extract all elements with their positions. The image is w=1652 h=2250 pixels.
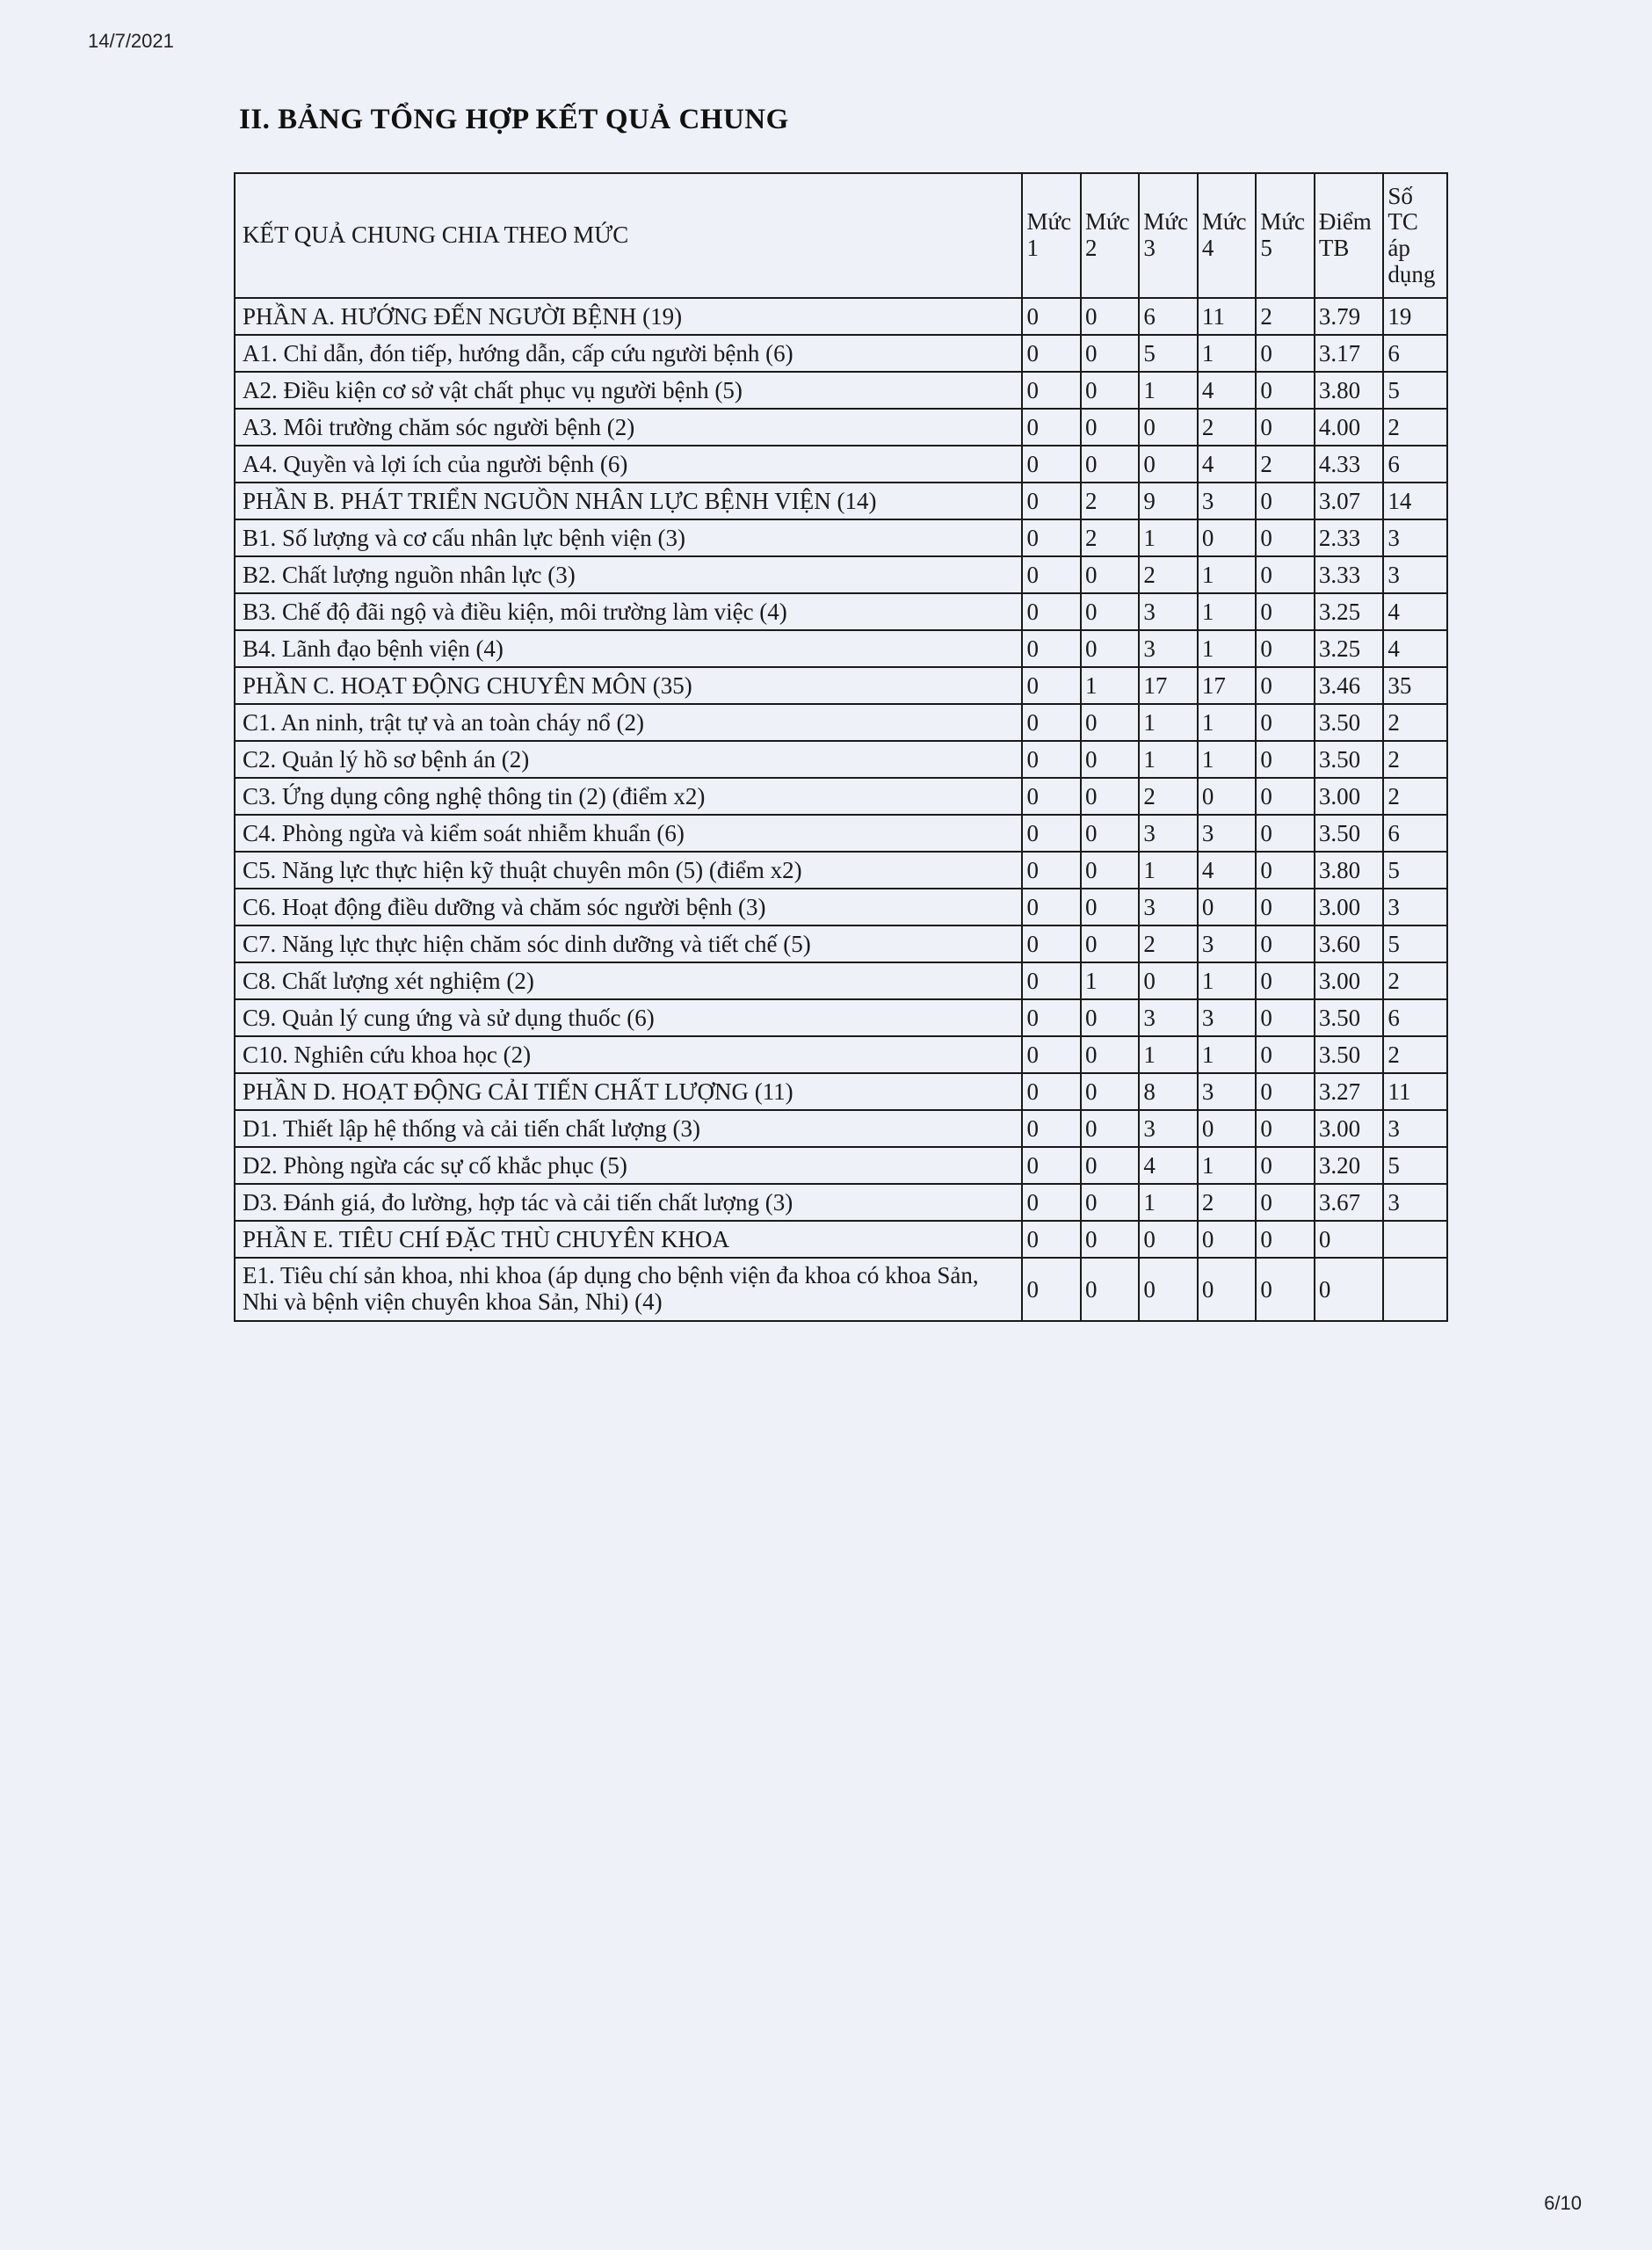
level-2-count: 0 bbox=[1081, 1258, 1139, 1321]
level-3-count: 1 bbox=[1139, 741, 1197, 778]
average-score: 3.25 bbox=[1315, 630, 1384, 667]
level-3-count: 1 bbox=[1139, 1184, 1197, 1221]
level-5-count: 0 bbox=[1256, 741, 1314, 778]
level-3-count: 3 bbox=[1139, 630, 1197, 667]
section-title: II. BẢNG TỔNG HỢP KẾT QUẢ CHUNG bbox=[239, 104, 789, 135]
row-label: E1. Tiêu chí sản khoa, nhi khoa (áp dụng cho bệnh viện đa khoa có khoa Sản, Nhi và bệnh viện chuyên khoa Sản, Nhi) (4) bbox=[235, 1258, 1022, 1321]
row-label: A2. Điều kiện cơ sở vật chất phục vụ người bệnh (5) bbox=[235, 372, 1022, 409]
level-4-count: 3 bbox=[1198, 815, 1256, 852]
average-score: 2.33 bbox=[1315, 519, 1384, 556]
header-level-1: Mức 1 bbox=[1022, 173, 1080, 298]
level-1-count: 0 bbox=[1022, 778, 1080, 815]
criteria-count: 6 bbox=[1383, 446, 1447, 483]
level-5-count: 2 bbox=[1256, 446, 1314, 483]
average-score: 3.60 bbox=[1315, 925, 1384, 962]
header-criteria-count: Số TC áp dụng bbox=[1383, 173, 1447, 298]
criteria-count: 2 bbox=[1383, 1036, 1447, 1073]
table-row bbox=[235, 999, 1447, 1036]
level-5-count: 0 bbox=[1256, 556, 1314, 593]
page-number: 6/10 bbox=[1544, 2192, 1582, 2214]
table-row bbox=[235, 1073, 1447, 1110]
level-1-count: 0 bbox=[1022, 1221, 1080, 1258]
row-label: PHẦN C. HOẠT ĐỘNG CHUYÊN MÔN (35) bbox=[235, 667, 1022, 704]
level-1-count: 0 bbox=[1022, 1036, 1080, 1073]
level-5-count: 0 bbox=[1256, 999, 1314, 1036]
level-2-count: 0 bbox=[1081, 1221, 1139, 1258]
header-level-2: Mức 2 bbox=[1081, 173, 1139, 298]
level-4-count: 1 bbox=[1198, 1036, 1256, 1073]
row-label: PHẦN A. HƯỚNG ĐẾN NGƯỜI BỆNH (19) bbox=[235, 298, 1022, 335]
row-label: A3. Môi trường chăm sóc người bệnh (2) bbox=[235, 409, 1022, 446]
table-row bbox=[235, 1110, 1447, 1147]
average-score: 3.67 bbox=[1315, 1184, 1384, 1221]
level-2-count: 0 bbox=[1081, 593, 1139, 630]
level-1-count: 0 bbox=[1022, 667, 1080, 704]
level-5-count: 0 bbox=[1256, 889, 1314, 925]
table-row bbox=[235, 667, 1447, 704]
average-score: 3.00 bbox=[1315, 1110, 1384, 1147]
level-1-count: 0 bbox=[1022, 519, 1080, 556]
level-1-count: 0 bbox=[1022, 1184, 1080, 1221]
level-3-count: 0 bbox=[1139, 1258, 1197, 1321]
results-table bbox=[234, 172, 1448, 1322]
level-5-count: 0 bbox=[1256, 483, 1314, 519]
table-row bbox=[235, 335, 1447, 372]
row-label: PHẦN E. TIÊU CHÍ ĐẶC THÙ CHUYÊN KHOA bbox=[235, 1221, 1022, 1258]
level-5-count: 0 bbox=[1256, 372, 1314, 409]
level-2-count: 0 bbox=[1081, 1147, 1139, 1184]
level-3-count: 3 bbox=[1139, 593, 1197, 630]
average-score: 0 bbox=[1315, 1258, 1384, 1321]
table-row bbox=[235, 889, 1447, 925]
table-row bbox=[235, 446, 1447, 483]
average-score: 3.33 bbox=[1315, 556, 1384, 593]
table-row bbox=[235, 962, 1447, 999]
table-row bbox=[235, 298, 1447, 335]
level-5-count: 0 bbox=[1256, 1147, 1314, 1184]
level-5-count: 0 bbox=[1256, 962, 1314, 999]
level-5-count: 0 bbox=[1256, 1073, 1314, 1110]
table-row bbox=[235, 1221, 1447, 1258]
level-4-count: 3 bbox=[1198, 1073, 1256, 1110]
row-label: PHẦN D. HOẠT ĐỘNG CẢI TIẾN CHẤT LƯỢNG (11) bbox=[235, 1073, 1022, 1110]
level-1-count: 0 bbox=[1022, 999, 1080, 1036]
average-score: 3.50 bbox=[1315, 999, 1384, 1036]
row-label: C10. Nghiên cứu khoa học (2) bbox=[235, 1036, 1022, 1073]
average-score: 3.27 bbox=[1315, 1073, 1384, 1110]
average-score: 4.00 bbox=[1315, 409, 1384, 446]
level-3-count: 5 bbox=[1139, 335, 1197, 372]
criteria-count: 19 bbox=[1383, 298, 1447, 335]
level-1-count: 0 bbox=[1022, 372, 1080, 409]
criteria-count: 3 bbox=[1383, 1184, 1447, 1221]
level-1-count: 0 bbox=[1022, 298, 1080, 335]
table-row bbox=[235, 630, 1447, 667]
level-3-count: 4 bbox=[1139, 1147, 1197, 1184]
level-3-count: 6 bbox=[1139, 298, 1197, 335]
criteria-count: 3 bbox=[1383, 519, 1447, 556]
row-label: C8. Chất lượng xét nghiệm (2) bbox=[235, 962, 1022, 999]
row-label: B2. Chất lượng nguồn nhân lực (3) bbox=[235, 556, 1022, 593]
table-row bbox=[235, 556, 1447, 593]
level-2-count: 0 bbox=[1081, 1073, 1139, 1110]
level-5-count: 0 bbox=[1256, 1036, 1314, 1073]
level-4-count: 0 bbox=[1198, 519, 1256, 556]
level-3-count: 9 bbox=[1139, 483, 1197, 519]
level-2-count: 0 bbox=[1081, 556, 1139, 593]
level-1-count: 0 bbox=[1022, 1147, 1080, 1184]
level-2-count: 0 bbox=[1081, 852, 1139, 889]
criteria-count bbox=[1383, 1258, 1447, 1321]
level-2-count: 0 bbox=[1081, 630, 1139, 667]
average-score: 3.50 bbox=[1315, 1036, 1384, 1073]
average-score: 3.25 bbox=[1315, 593, 1384, 630]
level-5-count: 0 bbox=[1256, 704, 1314, 741]
level-5-count: 0 bbox=[1256, 593, 1314, 630]
level-3-count: 2 bbox=[1139, 925, 1197, 962]
level-2-count: 0 bbox=[1081, 1110, 1139, 1147]
average-score: 3.50 bbox=[1315, 815, 1384, 852]
level-2-count: 2 bbox=[1081, 519, 1139, 556]
table-row bbox=[235, 741, 1447, 778]
level-4-count: 1 bbox=[1198, 741, 1256, 778]
level-3-count: 0 bbox=[1139, 409, 1197, 446]
level-2-count: 1 bbox=[1081, 962, 1139, 999]
level-5-count: 0 bbox=[1256, 667, 1314, 704]
average-score: 3.20 bbox=[1315, 1147, 1384, 1184]
level-4-count: 1 bbox=[1198, 962, 1256, 999]
table-header-row bbox=[235, 173, 1447, 298]
level-4-count: 3 bbox=[1198, 483, 1256, 519]
level-5-count: 0 bbox=[1256, 1110, 1314, 1147]
level-1-count: 0 bbox=[1022, 815, 1080, 852]
average-score: 3.50 bbox=[1315, 741, 1384, 778]
level-5-count: 0 bbox=[1256, 852, 1314, 889]
table-row bbox=[235, 593, 1447, 630]
level-1-count: 0 bbox=[1022, 446, 1080, 483]
level-1-count: 0 bbox=[1022, 483, 1080, 519]
level-4-count: 0 bbox=[1198, 778, 1256, 815]
level-2-count: 0 bbox=[1081, 704, 1139, 741]
criteria-count bbox=[1383, 1221, 1447, 1258]
level-2-count: 0 bbox=[1081, 1184, 1139, 1221]
criteria-count: 14 bbox=[1383, 483, 1447, 519]
average-score: 3.00 bbox=[1315, 962, 1384, 999]
level-3-count: 0 bbox=[1139, 1221, 1197, 1258]
level-4-count: 1 bbox=[1198, 704, 1256, 741]
level-4-count: 1 bbox=[1198, 335, 1256, 372]
level-1-count: 0 bbox=[1022, 409, 1080, 446]
header-level-4: Mức 4 bbox=[1198, 173, 1256, 298]
level-1-count: 0 bbox=[1022, 741, 1080, 778]
table-row bbox=[235, 925, 1447, 962]
table-row bbox=[235, 519, 1447, 556]
average-score: 4.33 bbox=[1315, 446, 1384, 483]
level-2-count: 0 bbox=[1081, 778, 1139, 815]
criteria-count: 5 bbox=[1383, 1147, 1447, 1184]
average-score: 3.80 bbox=[1315, 372, 1384, 409]
table-row bbox=[235, 1147, 1447, 1184]
criteria-count: 3 bbox=[1383, 556, 1447, 593]
level-2-count: 2 bbox=[1081, 483, 1139, 519]
level-5-count: 0 bbox=[1256, 630, 1314, 667]
level-3-count: 1 bbox=[1139, 519, 1197, 556]
level-4-count: 3 bbox=[1198, 925, 1256, 962]
average-score: 3.17 bbox=[1315, 335, 1384, 372]
criteria-count: 6 bbox=[1383, 815, 1447, 852]
level-3-count: 3 bbox=[1139, 999, 1197, 1036]
average-score: 3.79 bbox=[1315, 298, 1384, 335]
table-row bbox=[235, 1184, 1447, 1221]
row-label: D1. Thiết lập hệ thống và cải tiến chất lượng (3) bbox=[235, 1110, 1022, 1147]
level-1-count: 0 bbox=[1022, 335, 1080, 372]
level-5-count: 0 bbox=[1256, 409, 1314, 446]
table-row bbox=[235, 815, 1447, 852]
level-3-count: 0 bbox=[1139, 446, 1197, 483]
table-row bbox=[235, 852, 1447, 889]
average-score: 3.80 bbox=[1315, 852, 1384, 889]
row-label: C5. Năng lực thực hiện kỹ thuật chuyên môn (5) (điểm x2) bbox=[235, 852, 1022, 889]
criteria-count: 5 bbox=[1383, 925, 1447, 962]
level-2-count: 0 bbox=[1081, 409, 1139, 446]
row-label: C7. Năng lực thực hiện chăm sóc dinh dưỡng và tiết chế (5) bbox=[235, 925, 1022, 962]
average-score: 0 bbox=[1315, 1221, 1384, 1258]
row-label: D3. Đánh giá, đo lường, hợp tác và cải tiến chất lượng (3) bbox=[235, 1184, 1022, 1221]
criteria-count: 5 bbox=[1383, 372, 1447, 409]
average-score: 3.00 bbox=[1315, 778, 1384, 815]
criteria-count: 2 bbox=[1383, 704, 1447, 741]
criteria-count: 3 bbox=[1383, 889, 1447, 925]
level-2-count: 0 bbox=[1081, 335, 1139, 372]
criteria-count: 11 bbox=[1383, 1073, 1447, 1110]
average-score: 3.50 bbox=[1315, 704, 1384, 741]
level-5-count: 0 bbox=[1256, 335, 1314, 372]
level-4-count: 1 bbox=[1198, 593, 1256, 630]
row-label: A4. Quyền và lợi ích của người bệnh (6) bbox=[235, 446, 1022, 483]
level-4-count: 0 bbox=[1198, 1110, 1256, 1147]
level-1-count: 0 bbox=[1022, 556, 1080, 593]
row-label: B4. Lãnh đạo bệnh viện (4) bbox=[235, 630, 1022, 667]
row-label: C3. Ứng dụng công nghệ thông tin (2) (điểm x2) bbox=[235, 778, 1022, 815]
level-4-count: 1 bbox=[1198, 630, 1256, 667]
level-2-count: 1 bbox=[1081, 667, 1139, 704]
level-3-count: 17 bbox=[1139, 667, 1197, 704]
criteria-count: 2 bbox=[1383, 409, 1447, 446]
level-2-count: 0 bbox=[1081, 925, 1139, 962]
level-5-count: 0 bbox=[1256, 778, 1314, 815]
level-3-count: 3 bbox=[1139, 1110, 1197, 1147]
level-2-count: 0 bbox=[1081, 889, 1139, 925]
level-2-count: 0 bbox=[1081, 1036, 1139, 1073]
level-5-count: 0 bbox=[1256, 1221, 1314, 1258]
header-level-3: Mức 3 bbox=[1139, 173, 1197, 298]
row-label: C9. Quản lý cung ứng và sử dụng thuốc (6) bbox=[235, 999, 1022, 1036]
table-row bbox=[235, 1258, 1447, 1321]
level-4-count: 4 bbox=[1198, 446, 1256, 483]
level-1-count: 0 bbox=[1022, 593, 1080, 630]
level-1-count: 0 bbox=[1022, 704, 1080, 741]
level-2-count: 0 bbox=[1081, 446, 1139, 483]
level-2-count: 0 bbox=[1081, 372, 1139, 409]
level-3-count: 0 bbox=[1139, 962, 1197, 999]
header-average-score: Điểm TB bbox=[1315, 173, 1384, 298]
level-2-count: 0 bbox=[1081, 741, 1139, 778]
level-3-count: 1 bbox=[1139, 704, 1197, 741]
level-2-count: 0 bbox=[1081, 298, 1139, 335]
level-3-count: 1 bbox=[1139, 372, 1197, 409]
level-3-count: 3 bbox=[1139, 815, 1197, 852]
level-3-count: 8 bbox=[1139, 1073, 1197, 1110]
table-row bbox=[235, 483, 1447, 519]
level-1-count: 0 bbox=[1022, 1258, 1080, 1321]
level-1-count: 0 bbox=[1022, 962, 1080, 999]
table-body bbox=[235, 298, 1447, 1321]
level-2-count: 0 bbox=[1081, 999, 1139, 1036]
criteria-count: 6 bbox=[1383, 335, 1447, 372]
header-main: KẾT QUẢ CHUNG CHIA THEO MỨC bbox=[235, 173, 1022, 298]
criteria-count: 4 bbox=[1383, 630, 1447, 667]
level-1-count: 0 bbox=[1022, 630, 1080, 667]
level-5-count: 0 bbox=[1256, 519, 1314, 556]
level-5-count: 0 bbox=[1256, 1184, 1314, 1221]
row-label: B1. Số lượng và cơ cấu nhân lực bệnh viện (3) bbox=[235, 519, 1022, 556]
header-level-5: Mức 5 bbox=[1256, 173, 1314, 298]
level-4-count: 1 bbox=[1198, 556, 1256, 593]
level-1-count: 0 bbox=[1022, 852, 1080, 889]
level-4-count: 11 bbox=[1198, 298, 1256, 335]
level-3-count: 3 bbox=[1139, 889, 1197, 925]
criteria-count: 2 bbox=[1383, 741, 1447, 778]
average-score: 3.07 bbox=[1315, 483, 1384, 519]
row-label: C6. Hoạt động điều dưỡng và chăm sóc người bệnh (3) bbox=[235, 889, 1022, 925]
table-row bbox=[235, 372, 1447, 409]
level-4-count: 2 bbox=[1198, 1184, 1256, 1221]
average-score: 3.46 bbox=[1315, 667, 1384, 704]
row-label: C2. Quản lý hồ sơ bệnh án (2) bbox=[235, 741, 1022, 778]
level-5-count: 0 bbox=[1256, 815, 1314, 852]
table-row bbox=[235, 409, 1447, 446]
level-4-count: 0 bbox=[1198, 1221, 1256, 1258]
level-1-count: 0 bbox=[1022, 1110, 1080, 1147]
criteria-count: 6 bbox=[1383, 999, 1447, 1036]
criteria-count: 2 bbox=[1383, 778, 1447, 815]
average-score: 3.00 bbox=[1315, 889, 1384, 925]
criteria-count: 4 bbox=[1383, 593, 1447, 630]
level-3-count: 2 bbox=[1139, 778, 1197, 815]
level-2-count: 0 bbox=[1081, 815, 1139, 852]
level-5-count: 0 bbox=[1256, 925, 1314, 962]
level-5-count: 0 bbox=[1256, 1258, 1314, 1321]
level-4-count: 4 bbox=[1198, 852, 1256, 889]
row-label: C4. Phòng ngừa và kiểm soát nhiễm khuẩn (6) bbox=[235, 815, 1022, 852]
level-1-count: 0 bbox=[1022, 925, 1080, 962]
level-3-count: 1 bbox=[1139, 852, 1197, 889]
criteria-count: 3 bbox=[1383, 1110, 1447, 1147]
level-4-count: 0 bbox=[1198, 889, 1256, 925]
criteria-count: 35 bbox=[1383, 667, 1447, 704]
level-4-count: 3 bbox=[1198, 999, 1256, 1036]
level-5-count: 2 bbox=[1256, 298, 1314, 335]
table-row bbox=[235, 1036, 1447, 1073]
level-3-count: 1 bbox=[1139, 1036, 1197, 1073]
level-4-count: 1 bbox=[1198, 1147, 1256, 1184]
row-label: PHẦN B. PHÁT TRIỂN NGUỒN NHÂN LỰC BỆNH VIỆN (14) bbox=[235, 483, 1022, 519]
criteria-count: 2 bbox=[1383, 962, 1447, 999]
level-4-count: 2 bbox=[1198, 409, 1256, 446]
table-row bbox=[235, 778, 1447, 815]
print-date: 14/7/2021 bbox=[88, 30, 174, 52]
level-3-count: 2 bbox=[1139, 556, 1197, 593]
row-label: D2. Phòng ngừa các sự cố khắc phục (5) bbox=[235, 1147, 1022, 1184]
level-1-count: 0 bbox=[1022, 1073, 1080, 1110]
row-label: C1. An ninh, trật tự và an toàn cháy nổ (2) bbox=[235, 704, 1022, 741]
table-row bbox=[235, 704, 1447, 741]
level-4-count: 0 bbox=[1198, 1258, 1256, 1321]
row-label: A1. Chỉ dẫn, đón tiếp, hướng dẫn, cấp cứu người bệnh (6) bbox=[235, 335, 1022, 372]
level-1-count: 0 bbox=[1022, 889, 1080, 925]
level-4-count: 4 bbox=[1198, 372, 1256, 409]
criteria-count: 5 bbox=[1383, 852, 1447, 889]
level-4-count: 17 bbox=[1198, 667, 1256, 704]
row-label: B3. Chế độ đãi ngộ và điều kiện, môi trường làm việc (4) bbox=[235, 593, 1022, 630]
